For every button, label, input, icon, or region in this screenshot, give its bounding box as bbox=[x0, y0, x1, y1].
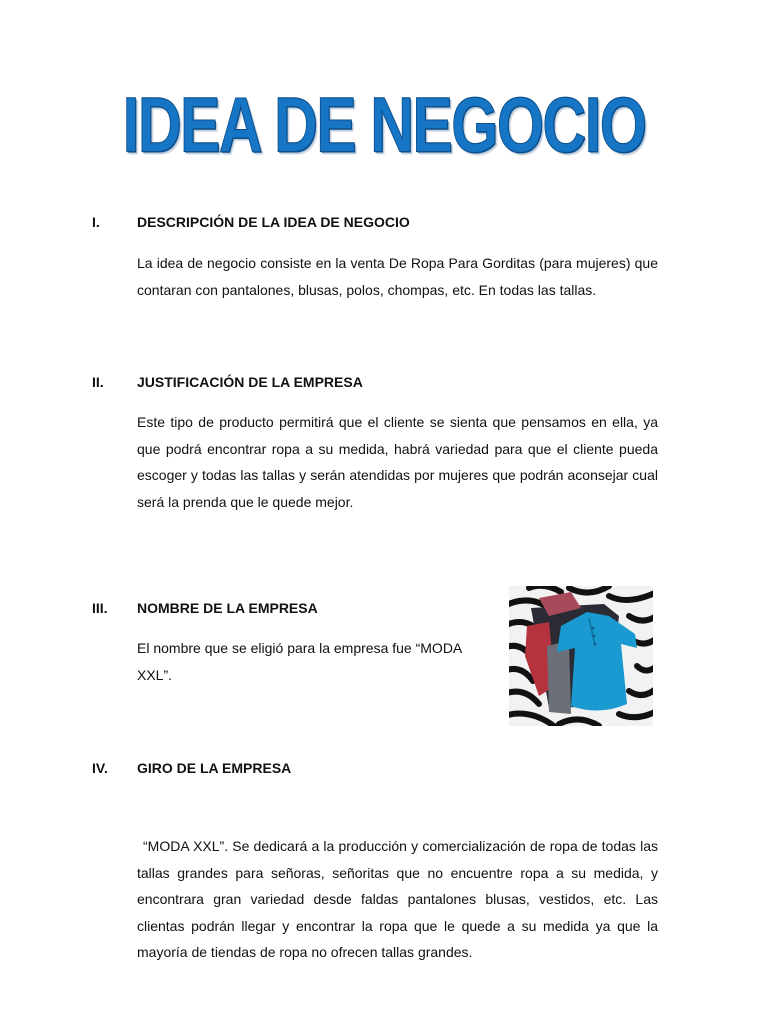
section-body: “MODA XXL”. Se dedicará a la producción y comercialización de ropa de todas las tallas grandes para señoras, señoritas que no encuentre ropa a su medida, y encontrara gran variedad desde faldas pantalones blusas, vestidos, etc. Las clientas podrán llegar y encontrar la ropa que le quede a su medida ya que la mayoría de tiendas de ropa no ofrecen tallas grandes. bbox=[137, 838, 658, 960]
clothing-photo-image bbox=[509, 586, 653, 726]
document-title: IDEA DE NEGOCIO bbox=[122, 80, 646, 169]
section-number: II. bbox=[92, 374, 104, 390]
section-heading: NOMBRE DE LA EMPRESA bbox=[137, 600, 318, 616]
section-heading: JUSTIFICACIÓN DE LA EMPRESA bbox=[137, 374, 363, 390]
section-body: El nombre que se eligió para la empresa fue “MODA XXL”. bbox=[137, 640, 462, 683]
section-number: IV. bbox=[92, 760, 108, 776]
section-number: III. bbox=[92, 600, 108, 616]
section-heading: GIRO DE LA EMPRESA bbox=[137, 760, 292, 776]
section-heading: DESCRIPCIÓN DE LA IDEA DE NEGOCIO bbox=[137, 214, 410, 230]
section-number: I. bbox=[92, 214, 100, 230]
section-body: Este tipo de producto permitirá que el cliente se sienta que pensamos en ella, ya que podrá encontrar ropa a su medida, habrá variedad para que el cliente pueda escoger y todas las tallas y serán atendidas por mujeres que podrán aconsejar cual será la prenda que le quede mejor. bbox=[137, 414, 658, 510]
clothing-photo bbox=[509, 586, 653, 726]
section-body: La idea de negocio consiste en la venta De Ropa Para Gorditas (para mujeres) que contaran con pantalones, blusas, polos, chompas, etc. En todas las tallas. bbox=[137, 255, 658, 298]
